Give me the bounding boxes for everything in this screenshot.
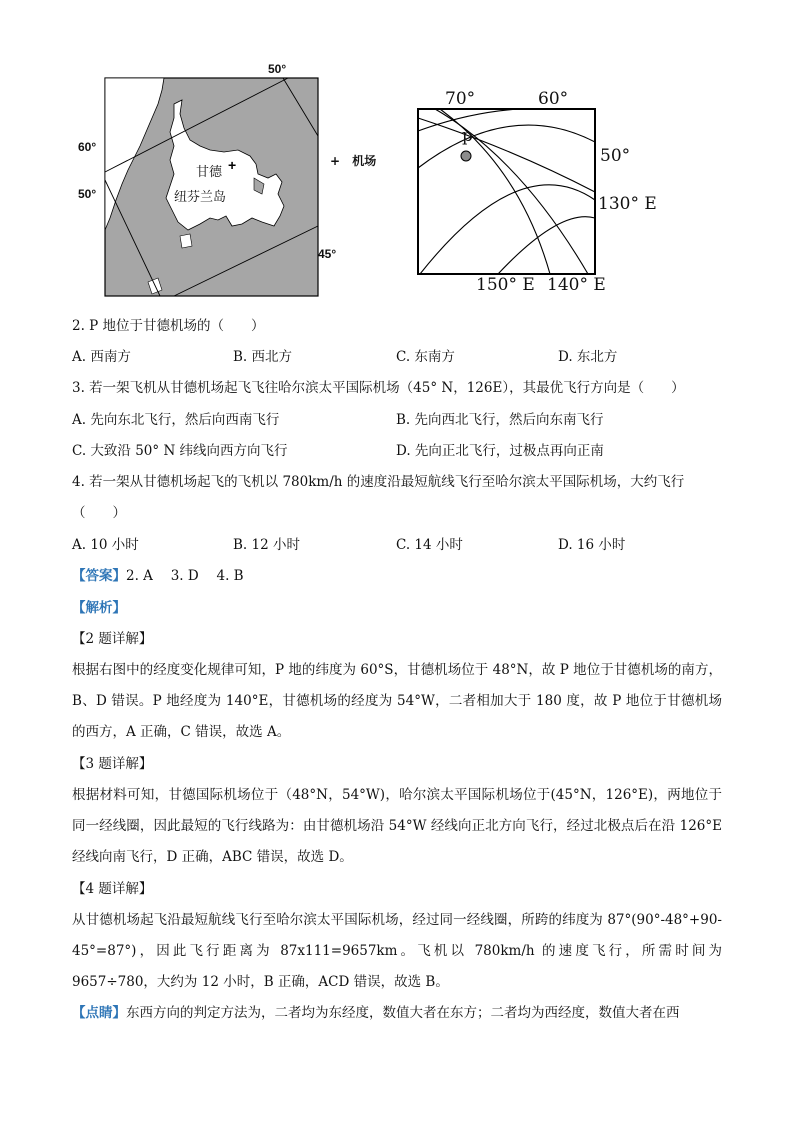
top-label-60: 60° xyxy=(538,89,569,109)
graticule-diagram xyxy=(410,88,670,298)
d3-body: 根据材料可知，甘德国际机场位于（48°N，54°W)，哈尔滨太平国际机场位于(45°N，126°E)，两地位于同一经线圈，因此最短的飞行线路为：由甘德机场沿 54°W 经线向正北方向飞行，经过北极点后在沿 126°E 经线向南飞行，D 正确，ABC 错误，故选 D。 xyxy=(72,787,722,865)
point-p-label: p xyxy=(462,126,473,146)
q2-stem: 2. P 地位于甘德机场的（ ） xyxy=(72,318,265,334)
airport-plus-icon: + xyxy=(228,157,237,173)
answer-line xyxy=(72,566,244,586)
answer-text: 2. A 3. D 4. B xyxy=(126,568,244,584)
left-map-figure xyxy=(78,60,348,305)
q2-option-c: C. 东南方 xyxy=(396,349,455,365)
analysis-line xyxy=(72,598,126,618)
lat-label-50: 50° xyxy=(78,187,97,201)
q4-option-c: C. 14 小时 xyxy=(396,537,463,553)
d4-body: 从甘德机场起飞沿最短航线飞行至哈尔滨太平国际机场，经过同一经线圈，所跨的纬度为 87°(90°-48°+90-45°=87°)，因此飞行距离为 87x111=9657km。飞机以 780km/h 的速度飞行，所需时间为 9657÷780，大约为 12 小时，B 正确，ACD 错误，故选 B。 xyxy=(72,912,722,990)
q2-option-a: A. 西南方 xyxy=(72,349,131,365)
lat-label-45: 45° xyxy=(318,247,337,261)
q4-option-d: D. 16 小时 xyxy=(558,537,626,553)
bottom-label-140e: 140° E xyxy=(547,275,606,295)
q2-option-d: D. 东北方 xyxy=(558,349,618,365)
d2-heading: 【2 题详解】 xyxy=(72,631,153,647)
tip-tag: 【点睛】 xyxy=(72,1005,126,1021)
tip-text: 东西方向的判定方法为，二者均为东经度，数值大者在东方；二者均为西经度，数值大者在西 xyxy=(126,1005,680,1021)
d4-heading: 【4 题详解】 xyxy=(72,881,153,897)
q3-option-d: D. 先向正北飞行，过极点再向正南 xyxy=(396,443,604,459)
q3-option-b: B. 先向西北飞行，然后向东南飞行 xyxy=(396,412,604,428)
island-name: 纽芬兰岛 xyxy=(174,190,227,205)
q3-option-a: A. 先向东北飞行，然后向西南飞行 xyxy=(72,412,280,428)
right-label-130e: 130° E xyxy=(598,194,657,214)
legend-label: 机场 xyxy=(352,154,377,168)
newfoundland-map xyxy=(78,60,348,305)
lon-label-50: 50° xyxy=(268,62,287,76)
right-label-50: 50° xyxy=(600,146,631,166)
tip-line xyxy=(72,1003,680,1023)
q3-option-c: C. 大致沿 50° N 纬线向西方向飞行 xyxy=(72,443,288,459)
legend xyxy=(330,152,376,169)
analysis-tag: 【解析】 xyxy=(72,600,126,616)
q4-stem-line2: （ ） xyxy=(72,505,126,521)
q4-option-a: A. 10 小时 xyxy=(72,537,139,553)
d3-heading: 【3 题详解】 xyxy=(72,756,153,772)
bottom-label-150e: 150° E xyxy=(476,275,535,295)
lat-label-60: 60° xyxy=(78,140,97,154)
right-graticule-figure xyxy=(410,88,670,298)
legend-airport-icon: + xyxy=(330,154,341,168)
q3-stem: 3. 若一架飞机从甘德机场起飞飞往哈尔滨太平国际机场（45° N，126E），其最优飞行方向是（ ） xyxy=(72,380,685,396)
q4-option-b: B. 12 小时 xyxy=(233,537,300,553)
airport-name: 甘德 xyxy=(196,165,223,180)
q4-stem-line1: 4. 若一架从甘德机场起飞的飞机以 780km/h 的速度沿最短航线飞行至哈尔滨太平国际机场，大约飞行 xyxy=(72,474,685,490)
answer-tag: 【答案】 xyxy=(72,568,126,584)
top-label-70: 70° xyxy=(445,89,476,109)
point-p-marker xyxy=(461,151,471,161)
q2-option-b: B. 西北方 xyxy=(233,349,293,365)
d2-body: 根据右图中的经度变化规律可知，P 地的纬度为 60°S，甘德机场位于 48°N，故 P 地位于甘德机场的南方，B、D 错误。P 地经度为 140°E，甘德机场的经度为 54°W，二者相加大于 180 度，故 P 地位于甘德机场的西方，A 正确，C 错误，故选 A。 xyxy=(72,662,722,740)
